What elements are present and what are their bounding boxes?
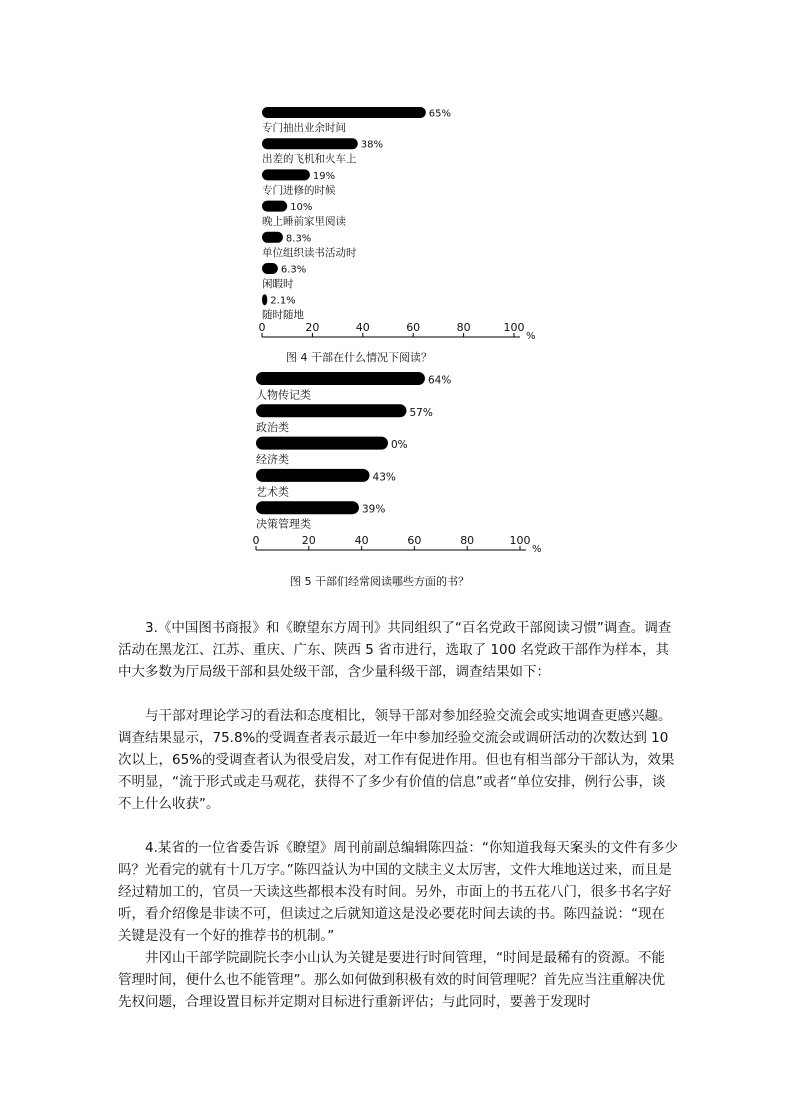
x-tick-label: 20: [301, 534, 316, 547]
category-label: 单位组织读书活动时: [262, 246, 357, 259]
x-tick-label: 40: [355, 321, 370, 334]
x-tick-label: 60: [406, 321, 421, 334]
data-label: 10%: [290, 202, 313, 214]
paragraph-1: 3.《中国图书商报》和《瞭望东方周刊》共同组织了“百名党政干部阅读习惯”调查。调查活动在黑龙江、江苏、重庆、广东、陕西 5 省市进行，选取了 100 名党政干部作为样本，其中大多数为厅局级干部和县处级干部，含少量科级干部，调查结果如下：: [118, 620, 672, 680]
bar: [256, 404, 406, 417]
data-label: 64%: [427, 374, 452, 387]
data-label: 38%: [360, 139, 383, 151]
category-label: 出差的飞机和火车上: [262, 153, 357, 166]
data-label: 57%: [409, 406, 433, 419]
category-label: 随时随地: [262, 309, 304, 322]
unit-label: %: [526, 331, 536, 342]
category-label: 专门进修的时候: [262, 184, 336, 197]
category-label: 决策管理类: [256, 517, 311, 531]
category-label: 晚上睡前家里阅读: [262, 215, 346, 228]
x-tick-label: 80: [456, 321, 471, 334]
data-label: 2.1%: [270, 295, 296, 307]
bar: [256, 372, 425, 385]
x-tick-label: 0: [258, 321, 266, 334]
data-label: 8.3%: [285, 233, 312, 245]
unit-label: %: [532, 544, 542, 555]
fig4-caption: 图 4 干部在什么情况下阅读？: [286, 351, 432, 364]
fig5-caption: 图 5 干部们经常阅读哪些方面的书？: [290, 575, 469, 588]
bar: [262, 232, 283, 243]
bar: [262, 138, 358, 149]
bar: [256, 437, 388, 450]
bar: [256, 501, 359, 514]
category-label: 人物传记类: [256, 388, 311, 402]
x-tick-label: 0: [252, 534, 260, 547]
paragraph-4: 井冈山干部学院副院长李小山认为关键是要进行时间管理，“时间是最稀有的资源。不能管理时间，便什么也不能管理”。那么如何做到积极有效的时间管理呢？首先应当注重解决优先权问题，合理设置目标并定期对目标进行重新评估；与此同时，要善于发现时: [118, 950, 665, 1010]
category-label: 经济类: [256, 453, 289, 467]
paragraph-2: 与干部对理论学习的看法和态度相比，领导干部对参加经验交流会或实地调查更感兴趣。调查结果显示，75.8%的受调查者表示最近一年中参加经验交流会或调研活动的次数达到 10 次以上，65%的受调查者认为很受启发，对工作有促进作用。但也有相当部分干部认为，效果不明显，“流于形式或走马观花，获得不了多少有价值的信息”或者“单位安排，例行公事，谈不上什么收获”。: [118, 708, 675, 812]
data-label: 0%: [391, 439, 408, 452]
x-tick-label: 100: [503, 321, 525, 334]
bar: [262, 169, 310, 180]
category-label: 闲暇时: [262, 278, 294, 290]
data-label: 39%: [361, 503, 386, 516]
bar: [262, 107, 426, 118]
chart-fig5: [253, 372, 542, 555]
x-tick-label: 60: [407, 534, 422, 547]
data-label: 65%: [428, 108, 452, 120]
x-tick-label: 100: [509, 534, 531, 547]
chart-fig4: [259, 107, 536, 342]
bar: [256, 469, 370, 482]
bar: [262, 263, 278, 274]
x-tick-label: 20: [305, 321, 320, 334]
bar: [262, 201, 287, 212]
category-label: 艺术类: [256, 485, 289, 499]
bar: [262, 294, 267, 305]
category-label: 专门抽出业余时间: [262, 122, 346, 134]
data-label: 19%: [312, 170, 336, 182]
data-label: 43%: [372, 471, 396, 484]
category-label: 政治类: [256, 420, 289, 434]
x-tick-label: 80: [460, 534, 475, 547]
data-label: 6.3%: [280, 264, 307, 276]
x-tick-label: 40: [354, 534, 369, 547]
paragraph-3: 4.某省的一位省委告诉《瞭望》周刊前副总编辑陈四益：“你知道我每天案头的文件有多少吗？光看完的就有十几万字。”陈四益认为中国的文牍主义太厉害，文件大堆地送过来，而且是经过精加工的，官员一天读这些都根本没有时间。另外，市面上的书五花八门，很多书名字好听，看介绍像是非读不可，但读过之后就知道这是没必要花时间去读的书。陈四益说：“现在关键是没有一个好的推荐书的机制。”: [118, 840, 678, 944]
